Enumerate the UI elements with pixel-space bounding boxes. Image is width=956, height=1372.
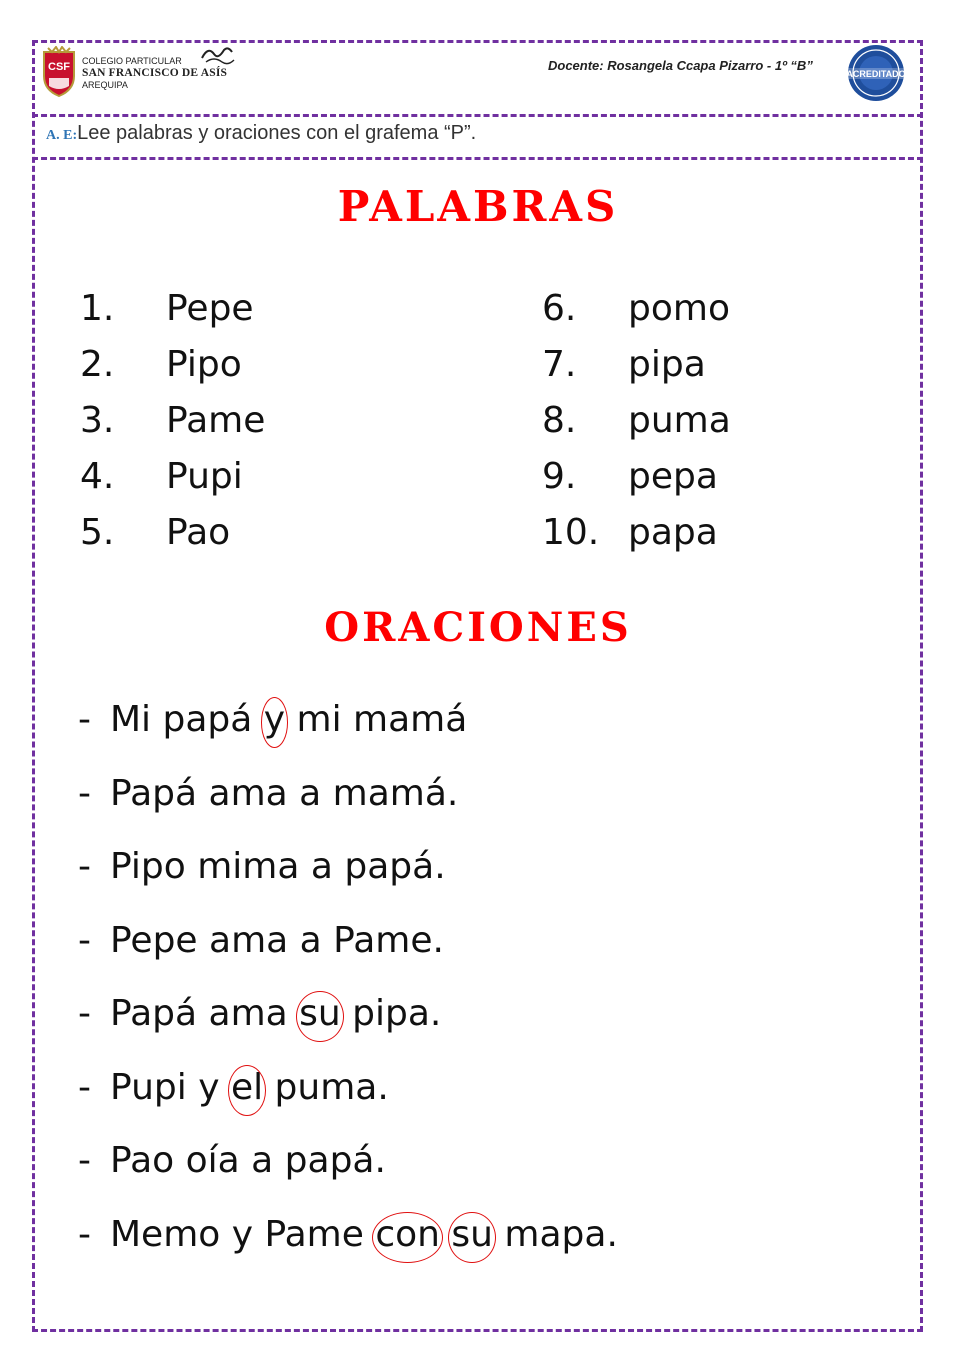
sentence-text — [110, 1140, 386, 1181]
sentence-dash: - — [78, 1140, 91, 1182]
sentence-dash: - — [78, 993, 91, 1035]
sentence-item — [78, 904, 618, 978]
sentence-item — [78, 683, 618, 757]
word-item — [542, 392, 731, 448]
sentence-item — [78, 830, 618, 904]
word-item — [542, 280, 731, 336]
objective-text: Lee palabras y oraciones con el grafema “P”. — [77, 122, 477, 144]
sentence-item — [78, 1051, 618, 1125]
school-line-2: SAN FRANCISCO DE ASÍS — [82, 67, 228, 79]
circled-word: su — [299, 993, 341, 1035]
header-divider — [32, 114, 923, 117]
word-text: pepa — [628, 455, 718, 497]
sentence-item — [78, 977, 618, 1051]
oraciones-title: ORACIONES — [324, 604, 632, 651]
word-text: Pame — [166, 399, 266, 441]
word-number: 3. — [80, 399, 115, 441]
sentence-dash: - — [78, 846, 91, 888]
svg-text:CSF: CSF — [48, 61, 70, 73]
word-number: 5. — [80, 511, 115, 553]
word-number: 9. — [542, 455, 577, 497]
sentence-text — [110, 699, 467, 740]
word-list-left — [80, 280, 265, 560]
word-list-right — [542, 280, 731, 560]
word-text: pipa — [628, 343, 706, 385]
sentence-fragment: mapa. — [492, 1213, 618, 1255]
sentence-text — [110, 920, 444, 961]
sentence-fragment: Papá ama — [110, 993, 300, 1035]
word-number: 2. — [80, 343, 115, 385]
word-text: puma — [628, 399, 731, 441]
circled-word: su — [451, 1213, 493, 1255]
sentence-text — [110, 773, 458, 814]
sentence-fragment: Pipo mima a papá. — [110, 846, 446, 888]
sentence-fragment: Pepe ama a Pame. — [110, 919, 444, 961]
sentence-fragment: Pupi y — [110, 1066, 231, 1108]
word-text: pomo — [628, 287, 730, 329]
word-text: Pupi — [166, 455, 243, 497]
word-text: Pipo — [166, 343, 242, 385]
sentence-list — [78, 683, 618, 1271]
sentence-dash: - — [78, 919, 91, 961]
sentence-text — [110, 1214, 618, 1255]
word-item — [542, 448, 731, 504]
accreditation-seal-logo — [836, 43, 916, 103]
sentence-dash: - — [78, 772, 91, 814]
word-number: 1. — [80, 287, 115, 329]
sentence-text — [110, 1067, 389, 1108]
word-number: 7. — [542, 343, 577, 385]
word-item — [80, 336, 265, 392]
objective-divider — [32, 157, 923, 160]
sentence-text — [110, 846, 446, 887]
word-item — [80, 504, 265, 560]
learning-objective — [46, 122, 476, 145]
sentence-fragment: Mi papá — [110, 699, 264, 741]
sentence-fragment: Papá ama a mamá. — [110, 772, 459, 814]
circled-word: y — [263, 699, 286, 741]
word-item — [542, 336, 731, 392]
sentence-text — [110, 993, 441, 1034]
sentence-item — [78, 757, 618, 831]
school-line-3: AREQUIPA — [82, 80, 128, 90]
school-line-1: COLEGIO PARTICULAR — [82, 56, 182, 66]
sentence-fragment: pipa. — [340, 993, 442, 1035]
circled-word: el — [230, 1066, 264, 1108]
word-item — [80, 392, 265, 448]
sentence-item — [78, 1198, 618, 1272]
circled-word: con — [375, 1213, 440, 1255]
word-item — [542, 504, 731, 560]
sentence-fragment: Memo y Pame — [110, 1213, 376, 1255]
sentence-dash: - — [78, 699, 91, 741]
word-item — [80, 448, 265, 504]
signature-mark-icon — [200, 44, 236, 66]
palabras-title: PALABRAS — [337, 182, 619, 231]
word-text: Pepe — [166, 287, 254, 329]
sentence-dash: - — [78, 1066, 91, 1108]
sentence-fragment: Pao oía a papá. — [110, 1140, 386, 1182]
sentence-dash: - — [78, 1213, 91, 1255]
word-number: 8. — [542, 399, 577, 441]
word-number: 4. — [80, 455, 115, 497]
word-text: Pao — [166, 511, 231, 553]
word-number: 6. — [542, 287, 577, 329]
sentence-fragment: puma. — [263, 1066, 389, 1108]
teacher-label: Docente: Rosangela Ccapa Pizarro - 1º “B” — [548, 58, 813, 73]
seal-label: ACREDITADO — [846, 69, 906, 79]
sentence-fragment: mi mamá — [285, 699, 468, 741]
school-crest-logo — [42, 46, 76, 98]
word-number: 10. — [542, 511, 600, 553]
word-item — [80, 280, 265, 336]
word-text: papa — [628, 511, 718, 553]
objective-tag: A. E: — [46, 128, 78, 143]
sentence-item — [78, 1124, 618, 1198]
